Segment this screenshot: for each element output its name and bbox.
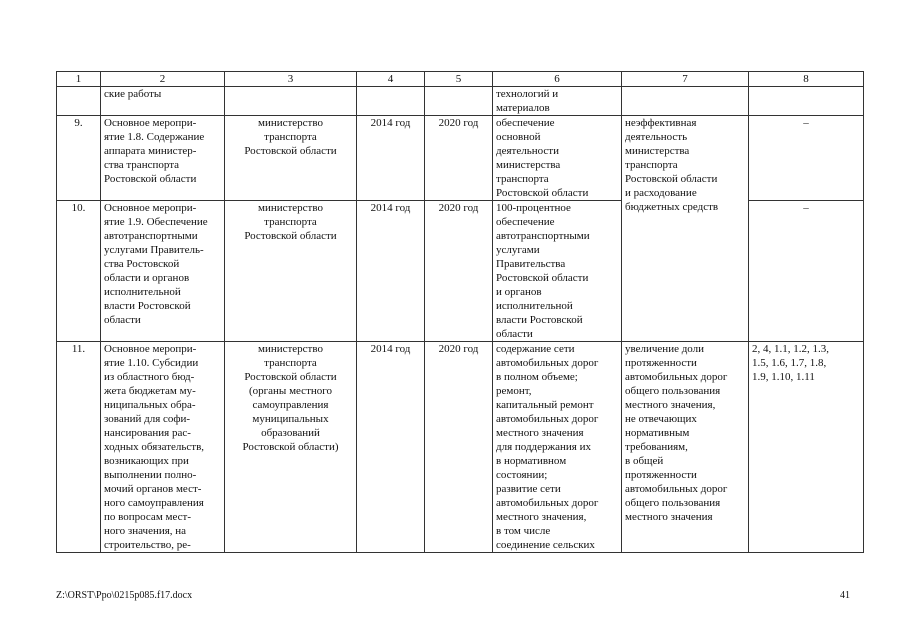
table-row	[57, 116, 864, 201]
end-year: 2020 год	[425, 201, 493, 342]
start-year: 2014 год	[357, 201, 425, 342]
column-header: 2	[101, 72, 225, 87]
start-year: 2014 год	[357, 116, 425, 201]
indicators: 2, 4, 1.1, 1.2, 1.3, 1.5, 1.6, 1.7, 1.8, 1.9, 1.10, 1.11	[749, 342, 864, 553]
column-header: 5	[425, 72, 493, 87]
executor	[225, 87, 357, 116]
expected-result: обеспечение основной деятельности министерства транспорта Ростовской области	[493, 116, 622, 201]
start-year	[357, 87, 425, 116]
activity-name: Основное меропри- ятие 1.10. Субсидии из областного бюд- жета бюджетам му- ниципальных обра- зований для софи- нансирования рас- ходных обязательств, возникающих при выполнении полно- мочий органов мест- ного самоуправления по вопросам мест- ного значения, на строительство, ре-	[101, 342, 225, 553]
executor: министерство транспорта Ростовской области	[225, 116, 357, 201]
header-row	[57, 72, 864, 87]
indicators: –	[749, 201, 864, 342]
expected-result: 100-процентное обеспечение автотранспортными услугами Правительства Ростовской области и органов исполнительной власти Ростовской области	[493, 201, 622, 342]
row-number	[57, 87, 101, 116]
expected-result: технологий и материалов	[493, 87, 622, 116]
activity-name: Основное меропри- ятие 1.9. Обеспечение автотранспортными услугами Правитель- ства Ростовской области и органов исполнительной власти Ростовской области	[101, 201, 225, 342]
column-header: 4	[357, 72, 425, 87]
indicators	[749, 87, 864, 116]
consequences: неэффективная деятельность министерства транспорта Ростовской области и расходование бюджетных средств	[622, 116, 749, 342]
table-row	[57, 342, 864, 553]
executor: министерство транспорта Ростовской области (органы местного самоуправления муниципальных образований Ростовской области)	[225, 342, 357, 553]
row-number: 10.	[57, 201, 101, 342]
end-year: 2020 год	[425, 116, 493, 201]
indicators: –	[749, 116, 864, 201]
file-path-footer: Z:\ORST\Ppo\0215p085.f17.docx	[56, 590, 193, 601]
activity-name: ские работы	[101, 87, 225, 116]
activity-name: Основное меропри- ятие 1.8. Содержание аппарата министер- ства транспорта Ростовской области	[101, 116, 225, 201]
end-year: 2020 год	[425, 342, 493, 553]
start-year: 2014 год	[357, 342, 425, 553]
page-number: 41	[840, 590, 850, 601]
row-number: 9.	[57, 116, 101, 201]
table-row	[57, 87, 864, 116]
column-header: 8	[749, 72, 864, 87]
expected-result: содержание сети автомобильных дорог в полном объеме; ремонт, капитальный ремонт автомобильных дорог местного значения для поддержания их в нормативном состоянии; развитие сети автомобильных дорог местного значения, в том числе соединение сельских	[493, 342, 622, 553]
consequences	[622, 87, 749, 116]
end-year	[425, 87, 493, 116]
column-header: 7	[622, 72, 749, 87]
column-header: 3	[225, 72, 357, 87]
consequences: увеличение доли протяженности автомобильных дорог общего пользования местного значения, не отвечающих нормативным требованиям, в общей протяженности автомобильных дорог общего пользования местного значения	[622, 342, 749, 553]
program-table	[56, 71, 864, 553]
row-number: 11.	[57, 342, 101, 553]
column-header: 6	[493, 72, 622, 87]
executor: министерство транспорта Ростовской области	[225, 201, 357, 342]
column-header: 1	[57, 72, 101, 87]
